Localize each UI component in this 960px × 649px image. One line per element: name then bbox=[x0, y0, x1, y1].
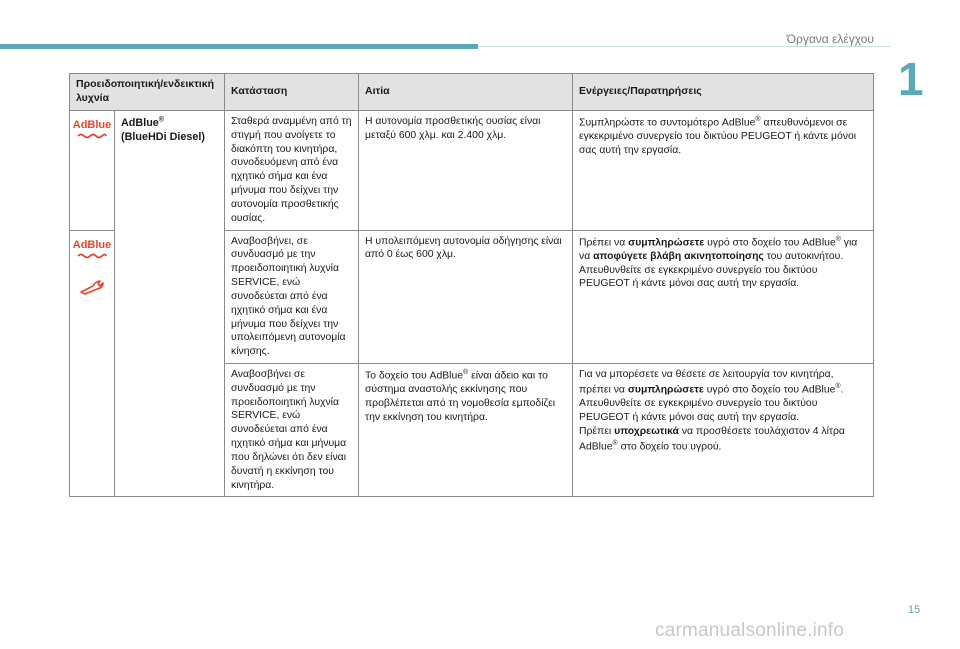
cause-cell: Το δοχείο του AdBlue® είναι άδειο και το σύστημα αναστολής εκκίνησης που προβλέπεται από τη νομοθεσία εμποδίζει την εκκίνηση του κινητήρα. bbox=[359, 363, 573, 496]
header-cause: Αιτία bbox=[359, 74, 573, 111]
icon-cell bbox=[70, 110, 115, 230]
icon-cell bbox=[70, 230, 115, 497]
header-status: Κατάσταση bbox=[225, 74, 359, 111]
adblue-icon-text: AdBlue bbox=[72, 238, 112, 251]
system-name-cell bbox=[115, 110, 225, 497]
adblue-wave-icon bbox=[77, 133, 107, 139]
chapter-number: 1 bbox=[898, 53, 924, 105]
adblue-wave-icon bbox=[77, 253, 107, 259]
page-number: 15 bbox=[908, 604, 921, 616]
section-title: Όργανα ελέγχου bbox=[786, 32, 874, 46]
status-cell: Αναβοσβήνει σε συνδυασμό με την προειδοποιητική λυχνία SERVICE, ενώ συνοδεύεται από ένα ηχητικό σήμα και μήνυμα που δηλώνει ότι δεν είναι δυνατή η εκκίνηση του κινητήρα. bbox=[225, 363, 359, 496]
adblue-warning-icon bbox=[73, 240, 112, 259]
top-accent-bar bbox=[0, 44, 478, 49]
warning-lamp-table bbox=[69, 73, 874, 497]
cause-cell: Η αυτονομία προσθετικής ουσίας είναι μεταξύ 600 χλμ. και 2.400 χλμ. bbox=[359, 110, 573, 230]
adblue-warning-icon bbox=[73, 120, 112, 139]
watermark: carmanualsonline.info bbox=[655, 620, 845, 641]
status-cell: Αναβοσβήνει, σε συνδυασμό με την προειδοποιητική λυχνία SERVICE, ενώ συνοδεύεται από ένα ηχητικό σήμα και ένα μήνυμα που δείχνει την υπολειπόμενη αυτονομία κίνησης. bbox=[225, 230, 359, 363]
wrench-service-icon bbox=[72, 277, 112, 300]
status-cell: Σταθερά αναμμένη από τη στιγμή που ανοίγετε το διακόπτη του κινητήρα, συνοδευόμενη από ένα ηχητικό σήμα και ένα μήνυμα που δείχνει την αυτονομία προσθετικής ουσίας. bbox=[225, 110, 359, 230]
table-header-row bbox=[70, 74, 874, 111]
system-name: AdBlue® (BlueHDi Diesel) bbox=[121, 115, 205, 144]
table-row bbox=[70, 110, 874, 230]
actions-cell: Πρέπει να συμπληρώσετε υγρό στο δοχείο του AdBlue® για να αποφύγετε βλάβη ακινητοποίησης του αυτοκινήτου. Απευθυνθείτε σε εγκεκριμένο συνεργείο του δικτύου PEUGEOT ή κάντε μόνοι σας αυτή την εργασία. bbox=[573, 230, 874, 363]
actions-cell: Συμπληρώστε το συντομότερο AdBlue® απευθυνόμενοι σε εγκεκριμένο συνεργείο του δικτύου PEUGEOT ή κάντε μόνοι σας αυτή την εργασία. bbox=[573, 110, 874, 230]
header-indicator: Προειδοποιητική/ενδεικτική λυχνία bbox=[70, 74, 225, 111]
actions-cell: Για να μπορέσετε να θέσετε σε λειτουργία τον κινητήρα, πρέπει να συμπληρώσετε υγρό στο δοχείο του AdBlue®. Απευθυνθείτε σε εγκεκριμένο συνεργείο του δικτύου PEUGEOT ή κάντε μόνοι σας αυτή την εργασία. Πρέπει υποχρεωτικά να προσθέσετε τουλάχιστον 4 λίτρα AdBlue® στο δοχείο του υγρού. bbox=[573, 363, 874, 496]
top-divider-line bbox=[478, 46, 890, 47]
adblue-icon-text: AdBlue bbox=[72, 118, 112, 131]
header-actions: Ενέργειες/Παρατηρήσεις bbox=[573, 74, 874, 111]
cause-cell: Η υπολειπόμενη αυτονομία οδήγησης είναι από 0 έως 600 χλμ. bbox=[359, 230, 573, 363]
